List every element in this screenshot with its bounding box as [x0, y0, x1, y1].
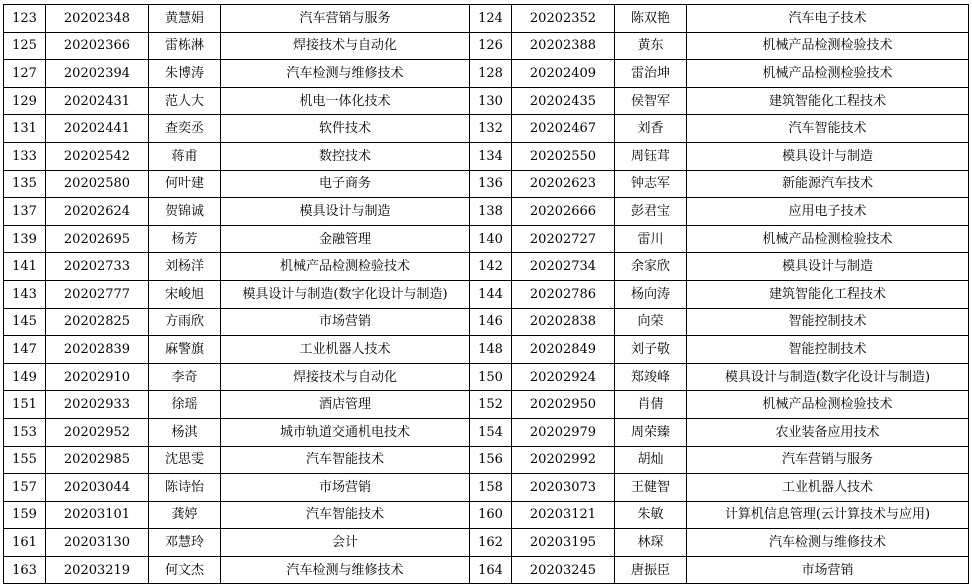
right-seq-cell: 144 — [470, 280, 512, 308]
right-student-id-cell: 20202666 — [512, 198, 615, 226]
table-row — [4, 60, 969, 88]
left-major-cell: 汽车检测与维修技术 — [221, 556, 470, 584]
left-student-name-cell: 贺锦诚 — [149, 198, 221, 226]
right-seq-cell: 152 — [470, 391, 512, 419]
left-student-id-cell: 20202695 — [46, 225, 149, 253]
right-major-cell: 农业装备应用技术 — [687, 418, 969, 446]
right-seq-cell: 134 — [470, 142, 512, 170]
right-student-name-cell: 陈双艳 — [615, 5, 687, 33]
left-major-cell: 软件技术 — [221, 115, 470, 143]
right-student-id-cell: 20202623 — [512, 170, 615, 198]
right-major-cell: 模具设计与制造 — [687, 142, 969, 170]
right-student-name-cell: 周钰茸 — [615, 142, 687, 170]
right-seq-cell: 128 — [470, 60, 512, 88]
table-body — [4, 5, 969, 584]
right-student-name-cell: 郑竣峰 — [615, 363, 687, 391]
left-student-id-cell: 20202624 — [46, 198, 149, 226]
right-student-name-cell: 钟志军 — [615, 170, 687, 198]
table-row — [4, 32, 969, 60]
table-row — [4, 336, 969, 364]
right-student-id-cell: 20202992 — [512, 446, 615, 474]
left-student-name-cell: 沈思雯 — [149, 446, 221, 474]
right-student-id-cell: 20202409 — [512, 60, 615, 88]
left-student-id-cell: 20203101 — [46, 501, 149, 529]
right-student-id-cell: 20203073 — [512, 474, 615, 502]
left-seq-cell: 133 — [4, 142, 46, 170]
left-seq-cell: 161 — [4, 529, 46, 557]
right-major-cell: 智能控制技术 — [687, 336, 969, 364]
left-student-name-cell: 方雨欣 — [149, 308, 221, 336]
left-major-cell: 工业机器人技术 — [221, 336, 470, 364]
right-seq-cell: 126 — [470, 32, 512, 60]
left-student-name-cell: 查奕丞 — [149, 115, 221, 143]
table-row — [4, 418, 969, 446]
right-major-cell: 汽车智能技术 — [687, 115, 969, 143]
left-seq-cell: 139 — [4, 225, 46, 253]
left-student-name-cell: 何文杰 — [149, 556, 221, 584]
left-student-id-cell: 20202839 — [46, 336, 149, 364]
left-seq-cell: 141 — [4, 253, 46, 281]
left-seq-cell: 129 — [4, 87, 46, 115]
table-row — [4, 363, 969, 391]
left-student-name-cell: 朱博涛 — [149, 60, 221, 88]
left-student-name-cell: 邓慧玲 — [149, 529, 221, 557]
right-seq-cell: 156 — [470, 446, 512, 474]
student-list-table — [3, 4, 969, 584]
left-student-id-cell: 20202985 — [46, 446, 149, 474]
left-seq-cell: 137 — [4, 198, 46, 226]
left-student-name-cell: 何叶建 — [149, 170, 221, 198]
left-seq-cell: 147 — [4, 336, 46, 364]
right-major-cell: 应用电子技术 — [687, 198, 969, 226]
left-student-id-cell: 20202394 — [46, 60, 149, 88]
right-student-name-cell: 肖倩 — [615, 391, 687, 419]
left-student-id-cell: 20202910 — [46, 363, 149, 391]
left-major-cell: 汽车智能技术 — [221, 446, 470, 474]
right-seq-cell: 162 — [470, 529, 512, 557]
right-student-id-cell: 20203195 — [512, 529, 615, 557]
left-seq-cell: 135 — [4, 170, 46, 198]
left-student-name-cell: 杨淇 — [149, 418, 221, 446]
right-student-name-cell: 雷治坤 — [615, 60, 687, 88]
right-student-name-cell: 唐振臣 — [615, 556, 687, 584]
left-student-name-cell: 黄慧娟 — [149, 5, 221, 33]
left-student-id-cell: 20202952 — [46, 418, 149, 446]
right-major-cell: 机械产品检测检验技术 — [687, 391, 969, 419]
table-row — [4, 170, 969, 198]
right-student-id-cell: 20202550 — [512, 142, 615, 170]
right-seq-cell: 146 — [470, 308, 512, 336]
table-row — [4, 87, 969, 115]
left-student-id-cell: 20202933 — [46, 391, 149, 419]
left-student-name-cell: 蒋甫 — [149, 142, 221, 170]
right-seq-cell: 142 — [470, 253, 512, 281]
right-student-id-cell: 20203121 — [512, 501, 615, 529]
right-student-id-cell: 20202924 — [512, 363, 615, 391]
left-seq-cell: 155 — [4, 446, 46, 474]
right-major-cell: 计算机信息管理(云计算技术与应用) — [687, 501, 969, 529]
right-major-cell: 机械产品检测检验技术 — [687, 32, 969, 60]
right-seq-cell: 164 — [470, 556, 512, 584]
left-student-id-cell: 20202366 — [46, 32, 149, 60]
left-student-name-cell: 雷栋淋 — [149, 32, 221, 60]
left-student-name-cell: 范人大 — [149, 87, 221, 115]
right-seq-cell: 160 — [470, 501, 512, 529]
left-seq-cell: 145 — [4, 308, 46, 336]
table-row — [4, 198, 969, 226]
left-major-cell: 机电一体化技术 — [221, 87, 470, 115]
left-major-cell: 金融管理 — [221, 225, 470, 253]
left-major-cell: 焊接技术与自动化 — [221, 363, 470, 391]
left-major-cell: 焊接技术与自动化 — [221, 32, 470, 60]
left-seq-cell: 163 — [4, 556, 46, 584]
table-row — [4, 280, 969, 308]
left-major-cell: 机械产品检测检验技术 — [221, 253, 470, 281]
left-student-id-cell: 20202348 — [46, 5, 149, 33]
left-student-id-cell: 20202777 — [46, 280, 149, 308]
right-student-id-cell: 20202734 — [512, 253, 615, 281]
left-seq-cell: 131 — [4, 115, 46, 143]
right-seq-cell: 158 — [470, 474, 512, 502]
left-student-id-cell: 20202825 — [46, 308, 149, 336]
right-student-id-cell: 20202435 — [512, 87, 615, 115]
table-row — [4, 5, 969, 33]
right-student-id-cell: 20202786 — [512, 280, 615, 308]
right-student-id-cell: 20202849 — [512, 336, 615, 364]
table-row — [4, 308, 969, 336]
right-student-name-cell: 余家欣 — [615, 253, 687, 281]
right-student-name-cell: 彭君宝 — [615, 198, 687, 226]
right-student-name-cell: 周荣臻 — [615, 418, 687, 446]
right-student-id-cell: 20202950 — [512, 391, 615, 419]
left-student-name-cell: 麻警旗 — [149, 336, 221, 364]
left-student-id-cell: 20202431 — [46, 87, 149, 115]
right-major-cell: 建筑智能化工程技术 — [687, 280, 969, 308]
right-seq-cell: 132 — [470, 115, 512, 143]
right-student-name-cell: 杨向涛 — [615, 280, 687, 308]
right-major-cell: 工业机器人技术 — [687, 474, 969, 502]
table-row — [4, 142, 969, 170]
left-student-name-cell: 李奇 — [149, 363, 221, 391]
right-student-name-cell: 刘子敬 — [615, 336, 687, 364]
right-seq-cell: 140 — [470, 225, 512, 253]
right-student-name-cell: 王健智 — [615, 474, 687, 502]
left-major-cell: 数控技术 — [221, 142, 470, 170]
right-seq-cell: 154 — [470, 418, 512, 446]
left-major-cell: 汽车智能技术 — [221, 501, 470, 529]
left-seq-cell: 153 — [4, 418, 46, 446]
right-student-id-cell: 20202467 — [512, 115, 615, 143]
right-student-name-cell: 林琛 — [615, 529, 687, 557]
right-student-name-cell: 侯智军 — [615, 87, 687, 115]
right-seq-cell: 136 — [470, 170, 512, 198]
right-student-id-cell: 20202838 — [512, 308, 615, 336]
right-student-id-cell: 20202352 — [512, 5, 615, 33]
left-student-id-cell: 20202441 — [46, 115, 149, 143]
table-row — [4, 253, 969, 281]
right-seq-cell: 130 — [470, 87, 512, 115]
left-student-id-cell: 20203044 — [46, 474, 149, 502]
table-row — [4, 501, 969, 529]
left-seq-cell: 159 — [4, 501, 46, 529]
right-major-cell: 机械产品检测检验技术 — [687, 60, 969, 88]
right-student-id-cell: 20203245 — [512, 556, 615, 584]
right-major-cell: 新能源汽车技术 — [687, 170, 969, 198]
table-row — [4, 115, 969, 143]
left-major-cell: 汽车检测与维修技术 — [221, 60, 470, 88]
left-major-cell: 模具设计与制造(数字化设计与制造) — [221, 280, 470, 308]
right-major-cell: 机械产品检测检验技术 — [687, 225, 969, 253]
left-seq-cell: 127 — [4, 60, 46, 88]
left-major-cell: 会计 — [221, 529, 470, 557]
left-seq-cell: 123 — [4, 5, 46, 33]
left-major-cell: 模具设计与制造 — [221, 198, 470, 226]
right-student-name-cell: 朱敏 — [615, 501, 687, 529]
right-seq-cell: 138 — [470, 198, 512, 226]
right-seq-cell: 148 — [470, 336, 512, 364]
right-major-cell: 建筑智能化工程技术 — [687, 87, 969, 115]
right-student-id-cell: 20202979 — [512, 418, 615, 446]
right-student-name-cell: 黄东 — [615, 32, 687, 60]
right-major-cell: 模具设计与制造 — [687, 253, 969, 281]
left-major-cell: 电子商务 — [221, 170, 470, 198]
right-student-name-cell: 胡灿 — [615, 446, 687, 474]
table-row — [4, 225, 969, 253]
left-student-id-cell: 20202542 — [46, 142, 149, 170]
left-student-name-cell: 龚婷 — [149, 501, 221, 529]
table-row — [4, 446, 969, 474]
left-seq-cell: 149 — [4, 363, 46, 391]
right-major-cell: 汽车检测与维修技术 — [687, 529, 969, 557]
table-row — [4, 556, 969, 584]
left-major-cell: 城市轨道交通机电技术 — [221, 418, 470, 446]
left-student-name-cell: 杨芳 — [149, 225, 221, 253]
left-student-id-cell: 20202580 — [46, 170, 149, 198]
right-seq-cell: 124 — [470, 5, 512, 33]
left-student-id-cell: 20203219 — [46, 556, 149, 584]
right-major-cell: 智能控制技术 — [687, 308, 969, 336]
left-student-name-cell: 宋峻旭 — [149, 280, 221, 308]
left-major-cell: 市场营销 — [221, 308, 470, 336]
right-seq-cell: 150 — [470, 363, 512, 391]
right-student-name-cell: 向荣 — [615, 308, 687, 336]
left-student-name-cell: 徐瑶 — [149, 391, 221, 419]
table-row — [4, 391, 969, 419]
right-major-cell: 汽车电子技术 — [687, 5, 969, 33]
right-student-id-cell: 20202388 — [512, 32, 615, 60]
left-student-name-cell: 刘杨洋 — [149, 253, 221, 281]
left-seq-cell: 125 — [4, 32, 46, 60]
left-major-cell: 市场营销 — [221, 474, 470, 502]
right-major-cell: 模具设计与制造(数字化设计与制造) — [687, 363, 969, 391]
left-student-id-cell: 20202733 — [46, 253, 149, 281]
left-student-id-cell: 20203130 — [46, 529, 149, 557]
right-student-id-cell: 20202727 — [512, 225, 615, 253]
left-seq-cell: 151 — [4, 391, 46, 419]
left-student-name-cell: 陈诗怡 — [149, 474, 221, 502]
right-major-cell: 汽车营销与服务 — [687, 446, 969, 474]
table-row — [4, 474, 969, 502]
left-seq-cell: 143 — [4, 280, 46, 308]
table-row — [4, 529, 969, 557]
left-seq-cell: 157 — [4, 474, 46, 502]
left-major-cell: 酒店管理 — [221, 391, 470, 419]
right-student-name-cell: 雷川 — [615, 225, 687, 253]
right-student-name-cell: 刘香 — [615, 115, 687, 143]
right-major-cell: 市场营销 — [687, 556, 969, 584]
left-major-cell: 汽车营销与服务 — [221, 5, 470, 33]
